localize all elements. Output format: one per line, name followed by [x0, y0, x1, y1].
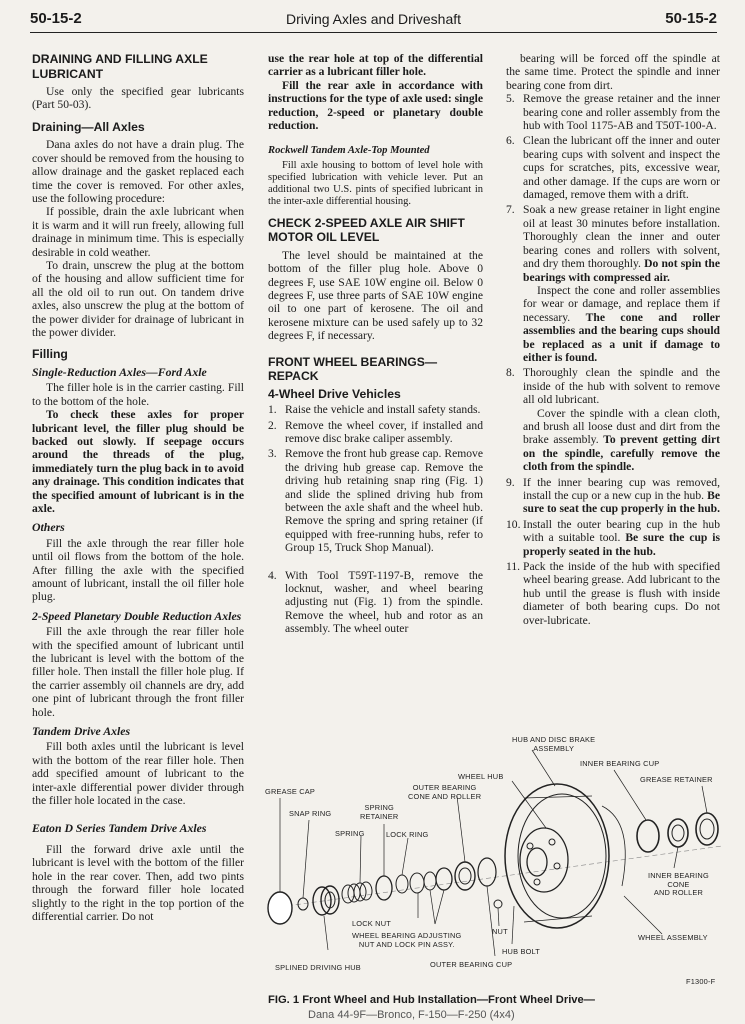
heading-4wheel-drive: 4-Wheel Drive Vehicles — [268, 386, 401, 401]
label-grease-cap: GREASE CAP — [265, 787, 316, 796]
paragraph-check-level-warning: To check these axles for proper lubricant level, the filler plug should be backed out slowly. If seepage occurs around the threads of the plug, immediately turn the plug back in to avoid any drainage. This condition indicates that the specified amount of lubricant is in the axle. — [32, 408, 244, 515]
paragraph-drain-warm: If possible, drain the axle lubricant when it is warm and it will run freely, allowing full drainage in minimum time. This is especially desirable in cold weather. — [32, 205, 244, 259]
page-number-left: 50-15-2 — [30, 10, 82, 27]
repack-steps-list-continued — [506, 92, 720, 627]
page-header — [30, 6, 717, 33]
paragraph-2speed-planetary: Fill the axle through the rear filler hole with the specified amount of lubricant until the lubricant is level with the bottom of the filler hole. Then install the filler hole plug. If the carrier assembly oil channels are dry, add one pint of lubricant through the front filler hole. — [32, 625, 244, 719]
outer-bearing-cup-part — [478, 858, 496, 886]
label-inner-bearing-cup: INNER BEARING CUP — [580, 759, 660, 768]
step-2: 2. Remove the wheel cover, if installed and remove disc brake caliper assembly. — [268, 418, 483, 445]
paragraph-to-drain: To drain, unscrew the plug at the bottom of the housing and allow sufficient time for all the old oil to run out. On tandem drive axles, also unscrew the plug at the bottom of the power divider for drainage of lubricant in the power divider. — [32, 258, 244, 339]
step-5: 5. Remove the grease retainer and the inner bearing cone and roller assembly from the hub with Tool 1175-AB and T50T-100-A. — [506, 92, 720, 133]
step-1: 1. Raise the vehicle and install safety stands. — [268, 403, 481, 417]
heading-2speed-planetary: 2-Speed Planetary Double Reduction Axles — [32, 608, 242, 623]
step-9: 9. If the inner bearing cup was removed, install the cup or a new cup in the hub. Be sure to seat the cup properly in the hub. — [506, 475, 721, 516]
spring-part — [342, 882, 372, 903]
paragraph-filler-hole: The filler hole is in the carrier casting. Fill to the bottom of the hole. — [32, 381, 244, 408]
adjusting-nut-part — [436, 868, 452, 890]
paragraph-tandem-drive: Fill both axles until the lubricant is level with the bottom of the rear filler hole. Then add specified amount of lubricant to the inter-axle differential power divider through the filler hole located in the case. — [32, 740, 244, 808]
heading-check-2speed-air-shift: CHECK 2-SPEED AXLE AIR SHIFT MOTOR OIL LEVEL — [268, 215, 465, 245]
label-splined-driving-hub: SPLINED DRIVING HUB — [275, 963, 361, 972]
step-8: 8. Thoroughly clean the spindle and the inside of the hub with solvent to remove all old lubricant. Cover the spindle with a clean cloth, and brush all loose dust and dirt from the brake assembly. To prevent getting dirt on the spindle, carefully remove the cloth from the spindle. — [506, 366, 720, 474]
paragraph-inspect-cone: Inspect the cone and roller assemblies for wear or damage, and replace them if necessary. The cone and roller assemblies and the bearing cups should be replaced as a unit if damage to either is found. — [523, 283, 720, 364]
repack-steps-list — [268, 403, 483, 636]
label-adjusting-nut: WHEEL BEARING ADJUSTING NUT AND LOCK PIN ASSY. — [352, 931, 462, 949]
lock-nut-part — [410, 873, 424, 893]
label-snap-ring: SNAP RING — [289, 809, 332, 818]
inner-bearing-cone-part — [668, 819, 688, 847]
heading-eaton-d-series: Eaton D Series Tandem Drive Axles — [32, 820, 207, 835]
grease-retainer-part — [696, 813, 718, 845]
heading-tandem-drive: Tandem Drive Axles — [32, 724, 131, 739]
label-outer-bearing-cone: OUTER BEARING CONE AND ROLLER — [408, 783, 482, 801]
spring-retainer-part — [376, 876, 392, 900]
column-middle — [268, 52, 483, 638]
page-title: Driving Axles and Driveshaft — [285, 11, 462, 27]
label-lock-nut: LOCK NUT — [352, 919, 391, 928]
label-nut: NUT — [492, 927, 508, 936]
hub-rotor-assembly — [505, 784, 625, 928]
heading-filling: Filling — [32, 347, 68, 362]
label-lock-ring: LOCK RING — [386, 830, 429, 839]
label-outer-bearing-cup: OUTER BEARING CUP — [430, 960, 513, 969]
label-spring-retainer: SPRING RETAINER — [360, 803, 399, 821]
outer-bearing-cone-part — [455, 862, 475, 890]
step-11: 11. Pack the inside of the hub with specified wheel bearing grease. Add lubricant to the hub until the grease is flush with inside diameter of both bearing cups. Do not over-lubricate. — [506, 560, 720, 627]
step-7: 7. Soak a new grease retainer in light engine oil at least 30 minutes before installation. Thoroughly clean the inner and outer bearing cones and rollers with solvent, and dry them thoroughly. Do not spin the bearings with compressed air. Inspect the cone and roller assemblies for wear or damage, and replace them if necessary. The cone and roller assemblies and the bearing cups should be replaced as a unit if damage to either is found. — [506, 203, 720, 364]
paragraph-fill-rear-axle: Fill the rear axle in accordance with instructions for the type of axle used: single reduction, 2-speed or planetary double reduction. — [268, 78, 483, 133]
step-10: 10. Install the outer bearing cup in the hub with a suitable tool. Be sure the cup is properly seated in the hub. — [506, 517, 721, 558]
figure-caption: FIG. 1 Front Wheel and Hub Installation—Front Wheel Drive— — [268, 994, 595, 1006]
paragraph-dana-axles: Dana axles do not have a drain plug. The cover should be removed from the housing to allow drainage and the gasket replaced each time the cover is removed. For other axles, use the following procedure: — [32, 138, 244, 205]
heading-front-wheel-bearings: FRONT WHEEL BEARINGS—REPACK — [268, 354, 438, 384]
label-hub-bolt: HUB BOLT — [502, 947, 541, 956]
label-hub-disc-brake: HUB AND DISC BRAKE ASSEMBLY — [512, 735, 596, 753]
heading-others: Others — [32, 520, 65, 535]
label-grease-retainer: GREASE RETAINER — [640, 775, 713, 784]
heading-draining-all-axles: Draining—All Axles — [32, 119, 145, 134]
column-left — [32, 52, 244, 923]
heading-draining-filling: DRAINING AND FILLING AXLE LUBRICANT — [32, 52, 208, 81]
step-6: 6. Clean the lubricant off the inner and outer bearing cups with solvent and inspect the cups for scratches, pits, excessive wear, and other damage. If the cups are worn or damaged, remove them with a drift. — [506, 134, 720, 202]
paragraph-motor-oil-level: The level should be maintained at the bottom of the filler plug hole. Above 0 degrees F, use SAE 10W engine oil. Below 0 degrees F, use three parts of SAE 10W engine oil to one part of kerosene. The oil and kerosene mixture can be used safely up to 32 degrees F, if necessary. — [268, 248, 483, 343]
step-3: 3. Remove the front hub grease cap. Remove the driving hub grease cap. Remove the driving hub retaining snap ring (Fig. 1) and slide the splined driving hub from between the axle shaft and the wheel hub. Remove the spring and spring retainer (if equipped with free-running hubs, refer to Group 15, Truck Shop Manual). — [268, 447, 483, 555]
splined-driving-hub-part — [313, 886, 339, 915]
label-inner-bearing-cone: INNER BEARING CONE AND ROLLER — [648, 871, 709, 898]
label-figure-code: F1300-F — [686, 977, 716, 986]
figure-caption-subtitle: Dana 44-9F—Bronco, F-150—F-250 (4x4) — [308, 1009, 515, 1021]
paragraph-others: Fill the axle through the rear filler hole until oil flows from the bottom of the hole. After filling the axle with the specified amount of lubricant, install the oil filler hole plug. — [32, 536, 244, 604]
paragraph-bearing-forced-off: bearing will be forced off the spindle at the same time. Protect the spindle and inner bearing cone from dirt. — [506, 52, 720, 92]
page-number-right: 50-15-2 — [665, 10, 717, 27]
paragraph-cover-spindle: Cover the spindle with a clean cloth, and brush all loose dust and dirt from the brake assembly. To prevent getting dirt on the spindle, carefully remove the cloth from the spindle. — [523, 406, 720, 474]
column-right — [506, 52, 720, 629]
label-wheel-assembly: WHEEL ASSEMBLY — [638, 933, 708, 942]
nut-part — [494, 900, 502, 908]
paragraph-rear-hole-warning: use the rear hole at top of the differential carrier as a lubricant filler hole. — [268, 52, 483, 79]
paragraph-eaton-d-series: Fill the forward drive axle until the lubricant is level with the bottom of the filler hole in the rear cover. Then, add two pints through the forward filler hole located slightly to the right in the top portion of the differential carrier. Do not — [32, 842, 244, 923]
label-spring: SPRING — [335, 829, 365, 838]
inner-bearing-cup-part — [637, 820, 659, 852]
grease-cap-part — [268, 892, 292, 924]
heading-rockwell-tandem: Rockwell Tandem Axle-Top Mounted — [268, 145, 430, 157]
step-4: 4. With Tool T59T-1197-B, remove the locknut, washer, and wheel bearing adjusting nut (Fig. 1) from the spindle. Remove the wheel, hub and rotor as an assembly. The wheel outer — [268, 568, 483, 636]
washer-part — [424, 872, 436, 890]
paragraph-use-lubricants: Use only the specified gear lubricants (Part 50-03). — [32, 85, 244, 112]
paragraph-rockwell: Fill axle housing to bottom of level hole with specified lubrication with vehicle lever. Put an additional two U.S. pints of specified lubricant in the inter-axle differential housing. — [268, 159, 483, 207]
figure-wheel-hub-exploded-view — [262, 736, 730, 994]
label-wheel-hub: WHEEL HUB — [458, 772, 504, 781]
heading-single-reduction: Single-Reduction Axles—Ford Axle — [32, 364, 207, 379]
